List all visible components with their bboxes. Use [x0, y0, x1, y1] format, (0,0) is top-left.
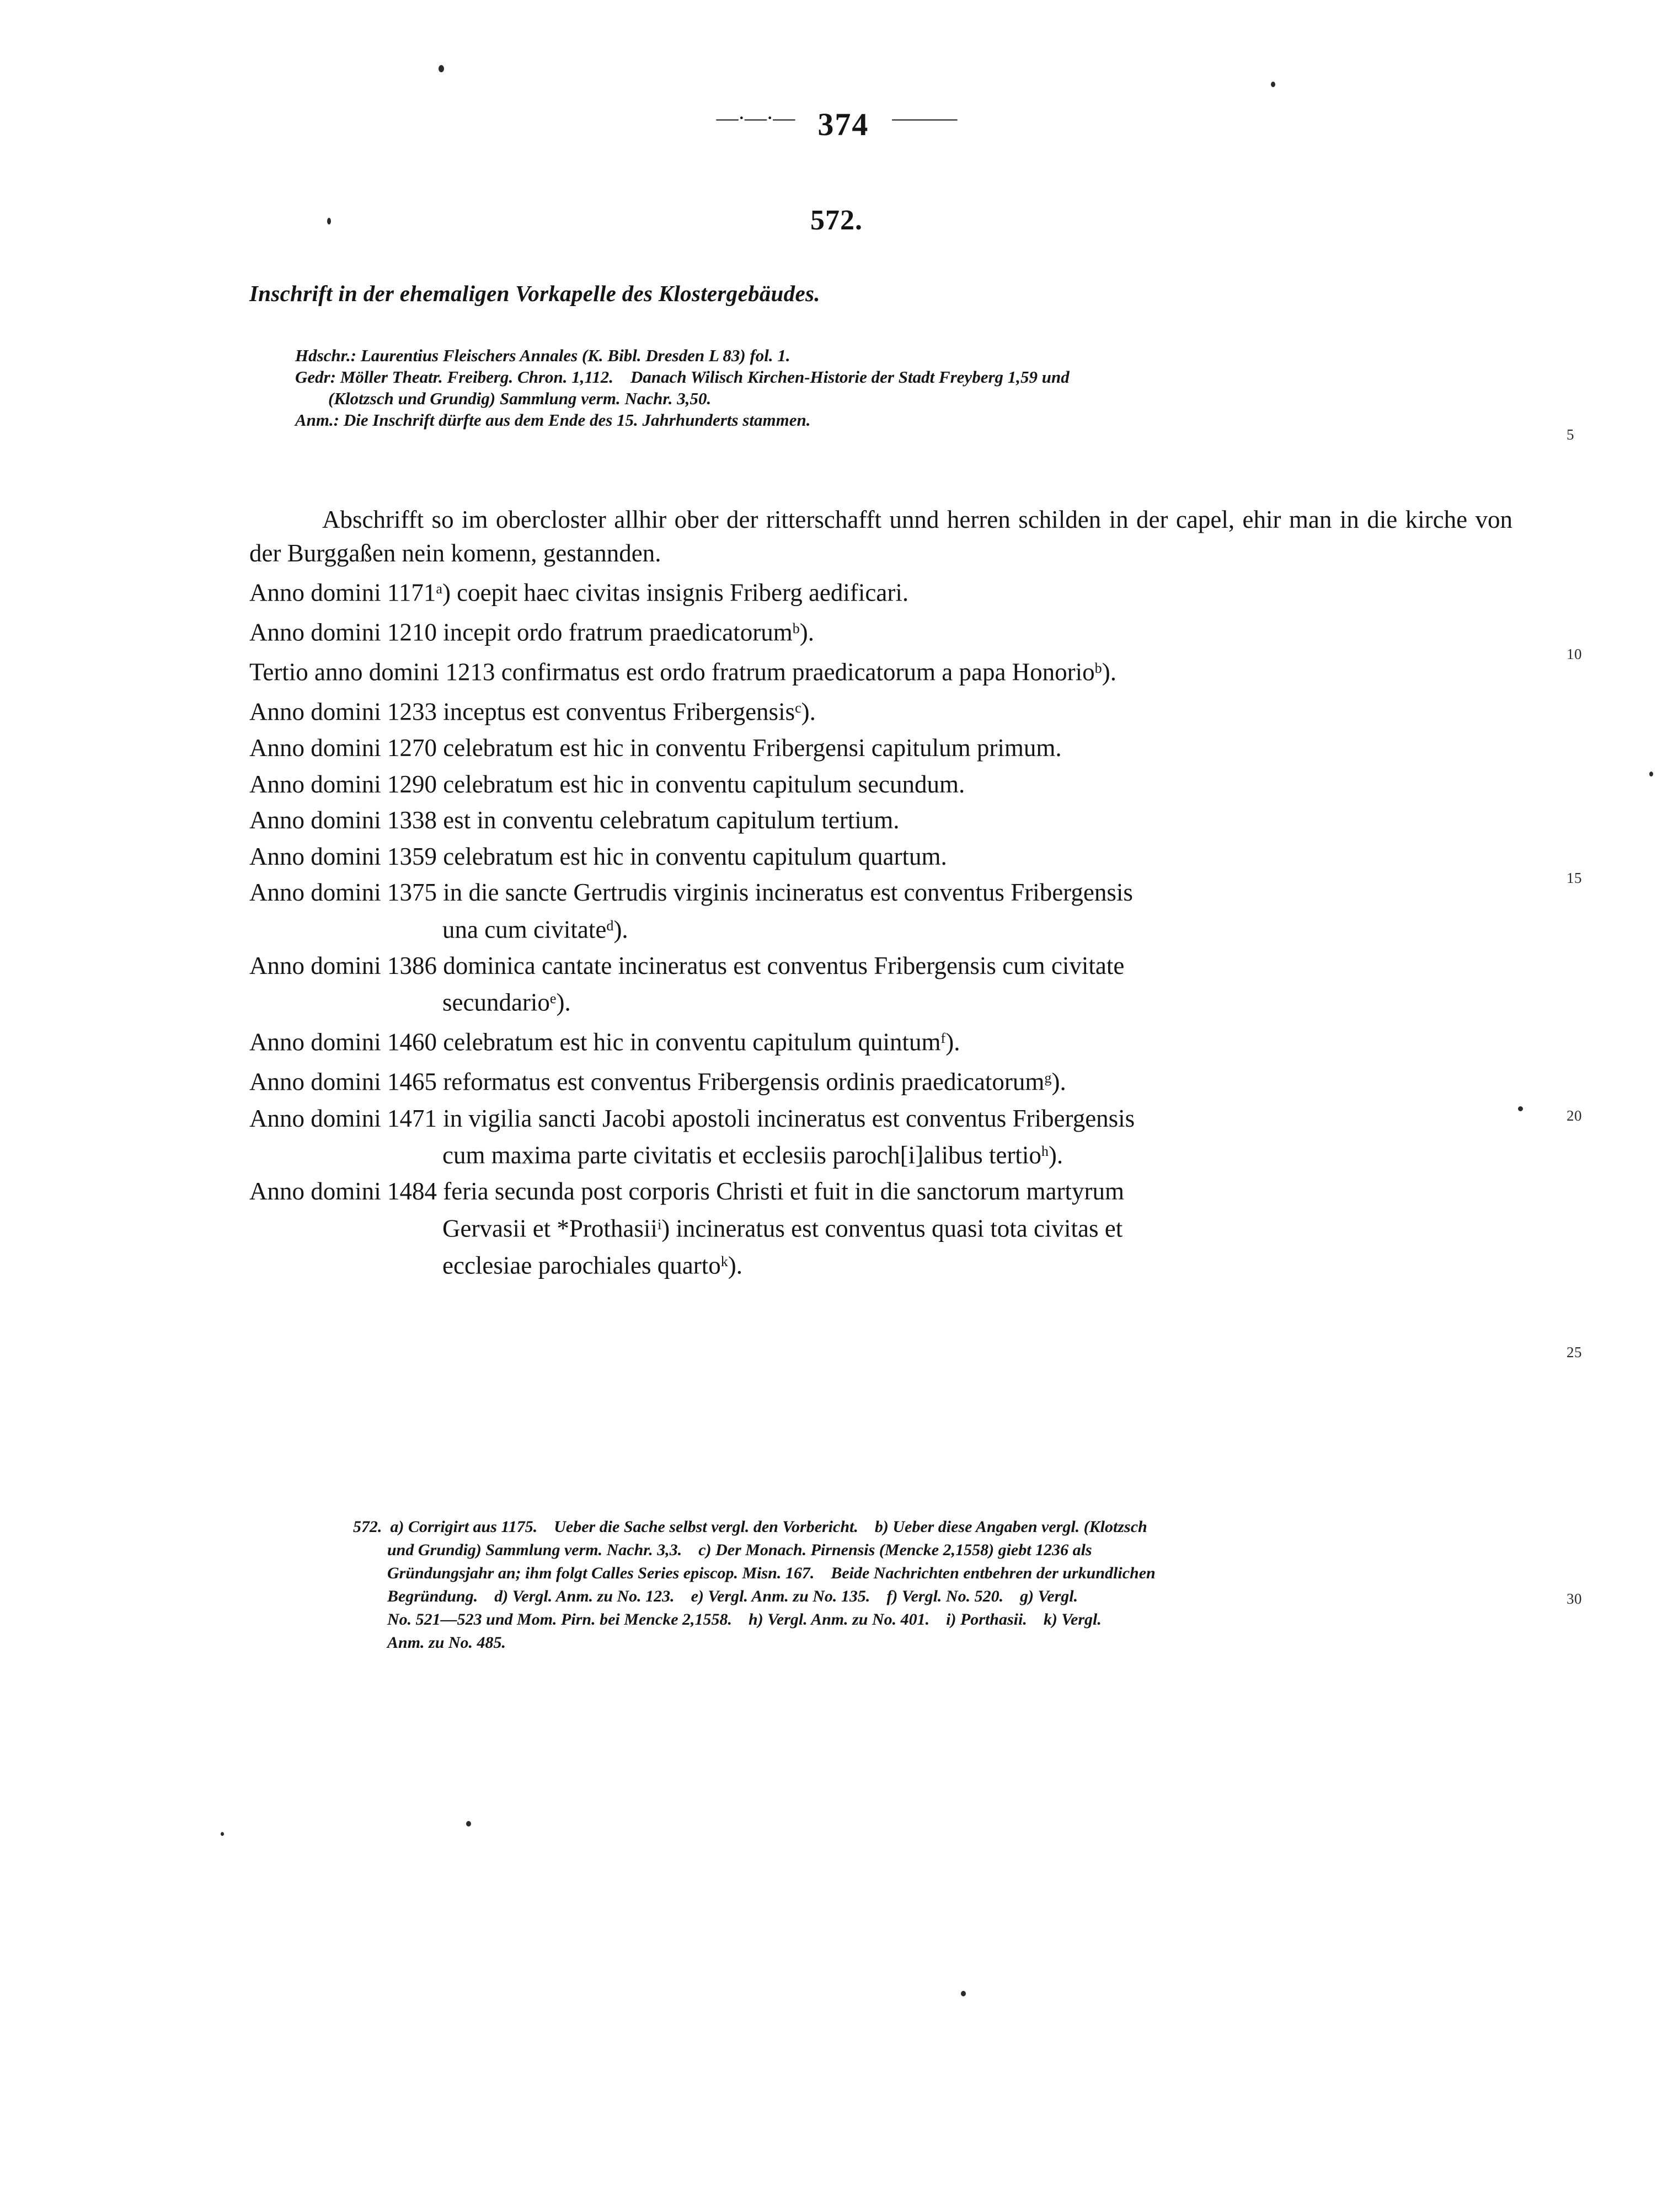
footnote-marker[interactable]: i — [657, 1216, 662, 1233]
footnote-line: Gründungsjahr an; ihm folgt Calles Series episcop. Misn. 167. Beide Nachrichten entbehren der urkundlichen — [387, 1564, 1156, 1582]
footnote-line: und Grundig) Sammlung verm. Nachr. 3,3. c) Der Monach. Pirnensis (Mencke 2,1558) giebt 1236 als — [387, 1541, 1092, 1559]
line-number: 30 — [1567, 1590, 1582, 1607]
document-body — [249, 503, 1512, 1282]
line-number: 5 — [1567, 426, 1574, 443]
annal-entry-continuation: secundario$^e$). — [442, 988, 571, 1016]
line-number: 20 — [1567, 1107, 1582, 1124]
annal-entry: Tertio anno domini 1213 confirmatus est ordo fratrum praedicatorum a papa Honorio$^b$). — [249, 658, 1116, 686]
footnote-marker[interactable]: c — [795, 700, 801, 716]
annal-entry: Anno domini 1338 est in conventu celebratum capitulum tertium. — [249, 806, 900, 834]
running-head — [0, 105, 1673, 143]
annal-entry: Anno domini 1359 celebratum est hic in conventu capitulum quartum. — [249, 842, 947, 870]
footnote-line: Begründung. d) Vergl. Anm. zu No. 123. e) Vergl. Anm. zu No. 135. f) Vergl. No. 520. g) Vergl. — [387, 1587, 1078, 1605]
section-number: 572. — [810, 205, 863, 236]
source-line: Anm.: Die Inschrift dürfte aus dem Ende des 15. Jahrhunderts stammen. — [295, 410, 811, 430]
scan-speckle — [961, 1991, 966, 1996]
annal-entry-continuation: una cum civitate$^d$). — [442, 915, 628, 944]
annal-entry: Anno domini 1471 in vigilia sancti Jacobi apostoli incineratus est conventus Fribergensis — [249, 1104, 1135, 1132]
annal-entry: Anno domini 1290 celebratum est hic in conventu capitulum secundum. — [249, 770, 965, 798]
footnote-marker[interactable]: e — [549, 990, 557, 1007]
line-number: 15 — [1567, 870, 1582, 886]
annal-entry: Anno domini 1484 feria secunda post corporis Christi et fuit in die sanctorum martyrum — [249, 1177, 1124, 1206]
page-number: 374 — [817, 106, 869, 142]
footnote-marker[interactable]: k — [720, 1253, 728, 1270]
source-line: Hdschr.: Laurentius Fleischers Annales (K. Bibl. Dresden L 83) fol. 1. — [295, 346, 790, 365]
footnote-apparatus — [353, 1515, 1572, 1654]
annal-entry: Anno domini 1210 incepit ordo fratrum praedicatorum$^b$). — [249, 618, 815, 646]
source-apparatus — [295, 345, 1564, 431]
scan-speckle — [466, 1821, 471, 1827]
scan-speckle — [439, 65, 444, 72]
annal-entry: Anno domini 1386 dominica cantate incineratus est conventus Fribergensis cum civitate — [249, 951, 1125, 979]
footnote-marker[interactable]: b — [1094, 660, 1102, 677]
annal-entry: Anno domini 1460 celebratum est hic in conventu capitulum quintum$^f$). — [249, 1028, 960, 1056]
footnote-marker[interactable]: b — [792, 620, 800, 637]
footnote-line: 572. a) Corrigirt aus 1175. Ueber die Sache selbst vergl. den Vorbericht. b) Ueber diese Angaben vergl. (Klotzsch — [353, 1518, 1147, 1536]
scan-speckle — [1518, 1106, 1523, 1111]
footnote-marker[interactable]: f — [940, 1030, 946, 1047]
footnote-line: Anm. zu No. 485. — [387, 1633, 506, 1652]
annal-entry: Anno domini 1465 reformatus est conventus Fribergensis ordinis praedicatorum$^g$). — [249, 1068, 1066, 1096]
line-number: 10 — [1567, 646, 1582, 662]
scan-speckle — [1649, 772, 1653, 776]
footnote-section-number: 572. — [353, 1518, 391, 1536]
footnote-marker[interactable]: d — [606, 917, 614, 934]
scan-speckle — [327, 218, 331, 224]
annal-entry: Anno domini 1375 in die sancte Gertrudis virginis incineratus est conventus Fribergensis — [249, 879, 1133, 907]
body-opening-paragraph: Abschrifft so im obercloster allhir ober der ritterschafft unnd herren schilden in der capel, ehir man in die kirche von der Burggaßen nein komenn, gestannden. — [249, 506, 1512, 567]
line-number: 25 — [1567, 1344, 1582, 1361]
scan-speckle — [1271, 82, 1275, 87]
source-line: (Klotzsch und Grundig) Sammlung verm. Nachr. 3,50. — [328, 389, 712, 408]
source-line: Gedr: Möller Theatr. Freiberg. Chron. 1,112. Danach Wilisch Kirchen-Historie der Stadt Freyberg 1,59 und — [295, 367, 1070, 387]
annal-entry-continuation: ecclesiae parochiales quarto$^k$). — [442, 1251, 743, 1279]
footnote-marker[interactable]: g — [1044, 1070, 1052, 1086]
footnote-marker[interactable]: a — [436, 581, 442, 597]
annal-entry: Anno domini 1171$^a$) coepit haec civitas insignis Friberg aedificari. — [249, 579, 909, 607]
rule-left: —·—·— — [716, 105, 795, 130]
scan-speckle — [221, 1832, 224, 1836]
section-heading: Inschrift in der ehemaligen Vorkapelle des Klostergebäudes. — [249, 281, 820, 306]
footnote-marker[interactable]: h — [1041, 1143, 1049, 1159]
footnote-line: No. 521—523 und Mom. Pirn. bei Mencke 2,1558. h) Vergl. Anm. zu No. 401. i) Porthasii. k) Vergl. — [387, 1610, 1102, 1629]
annal-entry: Anno domini 1233 inceptus est conventus Fribergensis$^c$). — [249, 698, 816, 726]
annal-entry-continuation: cum maxima parte civitatis et ecclesiis paroch[i]alibus tertio$^h$). — [442, 1141, 1063, 1169]
annal-entry-continuation: Gervasii et *Prothasii$^i$) incineratus est conventus quasi tota civitas et — [442, 1214, 1123, 1242]
annal-entry: Anno domini 1270 celebratum est hic in conventu Fribergensi capitulum primum. — [249, 734, 1062, 762]
rule-right: ——— — [892, 105, 957, 130]
